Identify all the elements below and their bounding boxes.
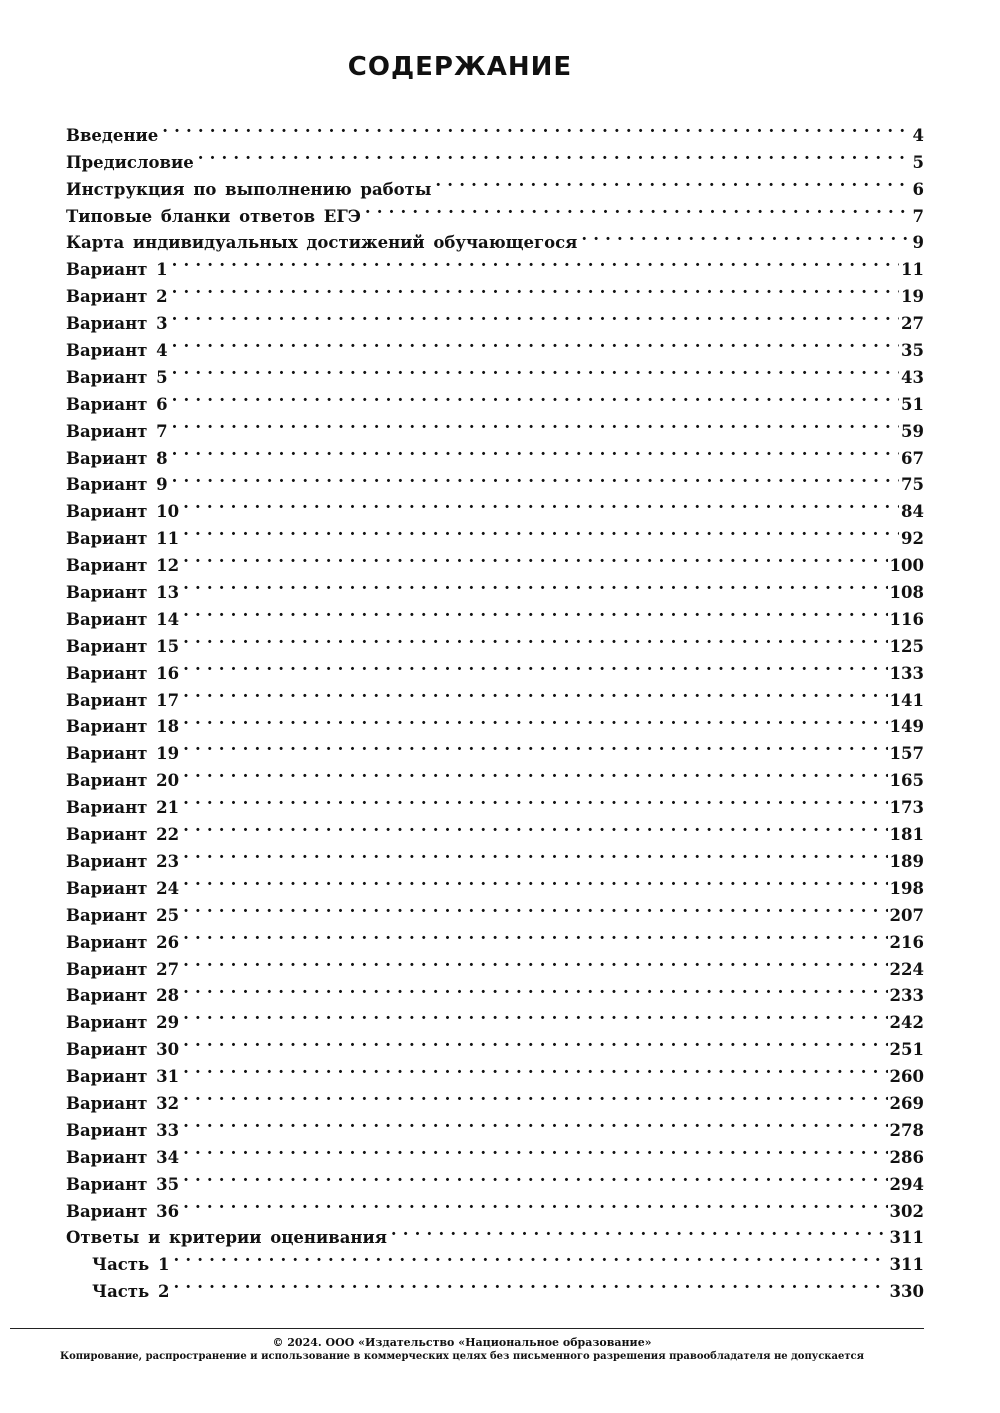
toc-entry-page: 75	[901, 475, 924, 495]
toc-leader-dots	[183, 571, 887, 598]
toc-entry-page: 173	[889, 798, 924, 818]
toc-leader-dots	[173, 1270, 887, 1297]
toc-leader-dots	[183, 894, 887, 921]
toc-entry-page: 141	[889, 690, 924, 710]
toc-entry	[66, 786, 924, 818]
toc-entry-label: Вариант 19	[66, 744, 180, 764]
toc-entry-page: 165	[889, 771, 924, 791]
toc-entry-label: Вариант 3	[66, 314, 168, 334]
toc-entry	[66, 464, 924, 495]
toc-leader-dots	[183, 1082, 887, 1109]
toc-entry	[66, 813, 924, 845]
toc-entry-page: 224	[889, 959, 924, 979]
toc-entry-page: 100	[889, 556, 924, 576]
toc-entry	[66, 1028, 924, 1060]
footer-copyright: © 2024. ООО «Издательство «Национальное образование»	[272, 1336, 652, 1349]
toc-entry	[66, 732, 924, 764]
toc-entry-label: Предисловие	[66, 152, 194, 172]
toc-leader-dots	[183, 490, 899, 517]
toc-entry-page: 294	[889, 1174, 924, 1194]
toc-entry-label: Вариант 29	[66, 1013, 180, 1033]
toc-entry-label: Карта индивидуальных достижений обучающегося	[66, 233, 578, 253]
footer-notice: Копирование, распространение и использование в коммерческих целях без письменного разрешения правообладателя не допускается	[59, 1351, 865, 1362]
toc-entry-label: Часть 1	[92, 1255, 170, 1275]
toc-entry-page: 108	[889, 583, 924, 603]
toc-entry	[66, 571, 924, 603]
toc-entry	[66, 1243, 924, 1275]
toc-leader-dots	[162, 114, 910, 141]
toc-entry-label: Вариант 5	[66, 367, 168, 387]
toc-entry	[66, 921, 924, 952]
toc-entry	[66, 975, 924, 1006]
toc-entry-page: 286	[889, 1147, 924, 1167]
toc-leader-dots	[183, 759, 887, 786]
toc-leader-dots	[183, 1028, 887, 1055]
toc-entry	[66, 329, 924, 361]
toc-entry	[66, 114, 924, 145]
toc-entry-page: 181	[889, 825, 924, 845]
toc-entry-label: Вариант 24	[66, 878, 180, 898]
page-title: СОДЕРЖАНИЕ	[347, 52, 573, 82]
toc-entry-page: 84	[901, 502, 924, 522]
toc-entry	[66, 1190, 924, 1221]
toc-leader-dots	[183, 975, 887, 1002]
toc-entry	[66, 437, 924, 468]
toc-entry-page: 157	[889, 744, 924, 764]
toc-leader-dots	[183, 948, 887, 975]
toc-leader-dots	[183, 625, 887, 652]
toc-entry-page: 189	[889, 851, 924, 871]
toc-entry-label: Инструкция по выполнению работы	[66, 179, 432, 199]
toc-entry	[66, 490, 924, 522]
toc-entry	[66, 598, 924, 629]
toc-entry-page: 198	[889, 878, 924, 898]
toc-entry-page: 251	[889, 1040, 924, 1060]
toc-leader-dots	[183, 732, 887, 759]
toc-entry	[66, 248, 924, 280]
toc-entry-page: 43	[901, 367, 924, 387]
toc-entry-page: 311	[889, 1255, 924, 1275]
toc-entry-label: Вариант 35	[66, 1174, 180, 1194]
toc-entry-label: Вариант 10	[66, 502, 180, 522]
toc-entry-label: Введение	[66, 125, 159, 145]
table-of-contents	[66, 114, 924, 1302]
toc-entry-page: 269	[889, 1093, 924, 1113]
toc-entry	[66, 679, 924, 710]
toc-entry	[66, 410, 924, 441]
toc-entry-label: Вариант 27	[66, 959, 180, 979]
toc-entry	[66, 1082, 924, 1113]
toc-entry	[66, 275, 924, 307]
toc-leader-dots	[183, 1109, 887, 1136]
toc-entry-label: Вариант 9	[66, 475, 168, 495]
toc-leader-dots	[183, 813, 887, 840]
toc-entry-page: 302	[889, 1201, 924, 1221]
toc-entry	[66, 356, 924, 387]
toc-leader-dots	[183, 652, 887, 679]
toc-entry	[66, 894, 924, 925]
toc-entry-label: Вариант 14	[66, 609, 180, 629]
toc-entry-label: Часть 2	[92, 1282, 170, 1302]
toc-entry-label: Вариант 23	[66, 851, 180, 871]
toc-entry-page: 242	[889, 1013, 924, 1033]
toc-entry	[66, 759, 924, 791]
toc-entry-label: Вариант 22	[66, 825, 180, 845]
toc-entry	[66, 1163, 924, 1194]
toc-entry-page: 7	[912, 206, 924, 226]
toc-leader-dots	[391, 1217, 888, 1244]
toc-leader-dots	[183, 706, 887, 733]
toc-leader-dots	[183, 1190, 887, 1217]
toc-leader-dots	[183, 840, 887, 867]
toc-entry	[66, 302, 924, 334]
toc-entry-page: 207	[889, 905, 924, 925]
toc-entry-page: 149	[889, 717, 924, 737]
toc-leader-dots	[172, 410, 899, 437]
toc-entry-label: Вариант 13	[66, 583, 180, 603]
toc-entry	[66, 141, 924, 172]
toc-leader-dots	[172, 383, 899, 410]
toc-leader-dots	[183, 598, 887, 625]
toc-entry-page: 11	[901, 260, 924, 280]
toc-entry	[66, 1001, 924, 1033]
toc-entry	[66, 840, 924, 871]
toc-entry-label: Вариант 17	[66, 690, 180, 710]
toc-leader-dots	[183, 1136, 887, 1163]
toc-entry-page: 9	[912, 233, 924, 253]
toc-leader-dots	[173, 1243, 887, 1270]
toc-entry-page: 125	[889, 636, 924, 656]
footer-divider	[10, 1328, 924, 1329]
toc-entry-page: 27	[901, 314, 924, 334]
toc-entry-label: Вариант 16	[66, 663, 180, 683]
toc-entry-page: 311	[889, 1228, 924, 1248]
toc-entry-page: 5	[912, 152, 924, 172]
toc-entry-label: Вариант 32	[66, 1093, 180, 1113]
toc-entry	[66, 517, 924, 549]
toc-entry-page: 133	[889, 663, 924, 683]
toc-entry-page: 233	[889, 986, 924, 1006]
toc-entry-label: Вариант 25	[66, 905, 180, 925]
toc-entry-page: 216	[889, 932, 924, 952]
toc-leader-dots	[172, 248, 899, 275]
toc-entry	[66, 867, 924, 898]
toc-leader-dots	[183, 1163, 887, 1190]
toc-entry-label: Вариант 28	[66, 986, 180, 1006]
toc-entry	[66, 544, 924, 576]
toc-entry-label: Вариант 15	[66, 636, 180, 656]
toc-entry	[66, 1217, 924, 1248]
toc-entry-label: Вариант 6	[66, 394, 168, 414]
toc-entry-label: Ответы и критерии оценивания	[66, 1228, 387, 1248]
toc-leader-dots	[183, 544, 887, 571]
toc-entry-page: 92	[901, 529, 924, 549]
toc-entry-page: 116	[889, 609, 924, 629]
toc-entry	[66, 1109, 924, 1140]
toc-entry-page: 67	[901, 448, 924, 468]
toc-leader-dots	[198, 141, 911, 168]
toc-entry-label: Вариант 30	[66, 1040, 180, 1060]
toc-entry-label: Вариант 12	[66, 556, 180, 576]
toc-leader-dots	[172, 464, 899, 491]
toc-leader-dots	[172, 329, 899, 356]
toc-leader-dots	[435, 168, 910, 195]
toc-entry-label: Вариант 7	[66, 421, 168, 441]
toc-entry-page: 260	[889, 1067, 924, 1087]
toc-entry-label: Вариант 33	[66, 1120, 180, 1140]
toc-entry-page: 35	[901, 341, 924, 361]
toc-leader-dots	[172, 302, 899, 329]
toc-entry-label: Вариант 34	[66, 1147, 180, 1167]
toc-leader-dots	[183, 1055, 887, 1082]
toc-entry-page: 278	[889, 1120, 924, 1140]
toc-entry-label: Вариант 2	[66, 287, 168, 307]
toc-entry-label: Вариант 8	[66, 448, 168, 468]
toc-entry	[66, 652, 924, 683]
toc-entry-page: 6	[912, 179, 924, 199]
toc-entry	[66, 948, 924, 979]
toc-entry	[66, 625, 924, 656]
toc-leader-dots	[183, 867, 887, 894]
toc-leader-dots	[581, 222, 910, 249]
toc-entry-label: Вариант 20	[66, 771, 180, 791]
toc-entry-page: 19	[901, 287, 924, 307]
toc-leader-dots	[183, 921, 887, 948]
toc-entry-label: Вариант 31	[66, 1067, 180, 1087]
toc-entry-label: Вариант 1	[66, 260, 168, 280]
toc-entry	[66, 1270, 924, 1302]
toc-leader-dots	[172, 356, 899, 383]
toc-leader-dots	[183, 786, 887, 813]
toc-leader-dots	[172, 437, 899, 464]
toc-leader-dots	[183, 1001, 887, 1028]
toc-entry	[66, 1136, 924, 1167]
toc-entry-label: Вариант 11	[66, 529, 180, 549]
toc-entry-label: Типовые бланки ответов ЕГЭ	[66, 206, 361, 226]
toc-leader-dots	[365, 195, 911, 222]
toc-entry	[66, 383, 924, 414]
toc-entry-page: 51	[901, 394, 924, 414]
toc-entry	[66, 706, 924, 737]
toc-leader-dots	[183, 679, 887, 706]
toc-entry-label: Вариант 18	[66, 717, 180, 737]
toc-entry	[66, 1055, 924, 1087]
toc-entry-page: 4	[912, 125, 924, 145]
toc-entry-label: Вариант 36	[66, 1201, 180, 1221]
toc-leader-dots	[183, 517, 899, 544]
toc-entry-page: 330	[889, 1282, 924, 1302]
toc-entry-label: Вариант 21	[66, 798, 180, 818]
toc-leader-dots	[172, 275, 899, 302]
toc-entry-label: Вариант 4	[66, 341, 168, 361]
toc-entry-label: Вариант 26	[66, 932, 180, 952]
toc-entry-page: 59	[901, 421, 924, 441]
